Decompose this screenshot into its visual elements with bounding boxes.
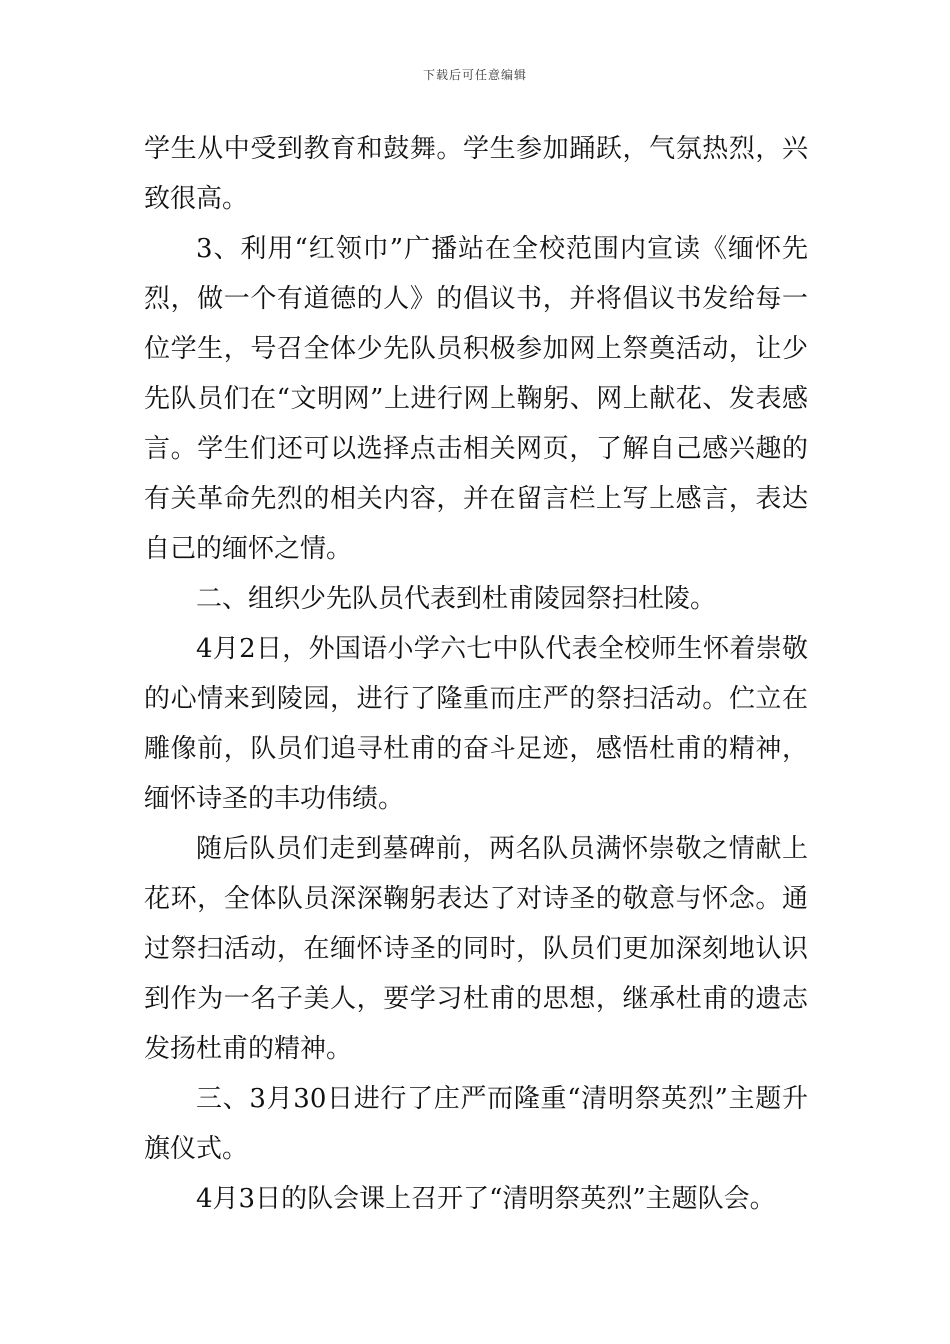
paragraph-2: 3、利用“红领巾”广播站在全校范围内宣读《缅怀先烈，做一个有道德的人》的倡议书，并将倡议书发给每一位学生，号召全体少先队员积极参加网上祭奠活动，让少先队员们在“文明网”上进行网上鞠躬、网上献花、发表感言。学生们还可以选择点击相关网页，了解自己感兴趣的有关革命先烈的相关内容，并在留言栏上写上感言，表达自己的缅怀之情。 [144,234,808,564]
paragraph-1: 学生从中受到教育和鼓舞。学生参加踊跃，气氛热烈，兴致很高。 [144,134,808,214]
paragraph-5: 随后队员们走到墓碑前，两名队员满怀崇敬之情献上花环，全体队员深深鞠躬表达了对诗圣的敬意与怀念。通过祭扫活动，在缅怀诗圣的同时，队员们更加深刻地认识到作为一名子美人，要学习杜甫的思想，继承杜甫的遗志发扬杜甫的精神。 [144,834,808,1064]
paragraph-7: 4月3日的队会课上召开了“清明祭英烈”主题队会。 [196,1184,776,1214]
paragraph-4: 4月2日，外国语小学六七中队代表全校师生怀着崇敬的心情来到陵园，进行了隆重而庄严的祭扫活动。伫立在雕像前，队员们追寻杜甫的奋斗足迹，感悟杜甫的精神，缅怀诗圣的丰功伟绩。 [144,634,808,814]
document-body [144,124,808,1224]
paragraph-6: 三、3月30日进行了庄严而隆重“清明祭英烈”主题升旗仪式。 [144,1084,808,1164]
paragraph-3: 二、组织少先队员代表到杜甫陵园祭扫杜陵。 [196,584,717,614]
page-header: 下载后可任意编辑 [422,68,527,82]
